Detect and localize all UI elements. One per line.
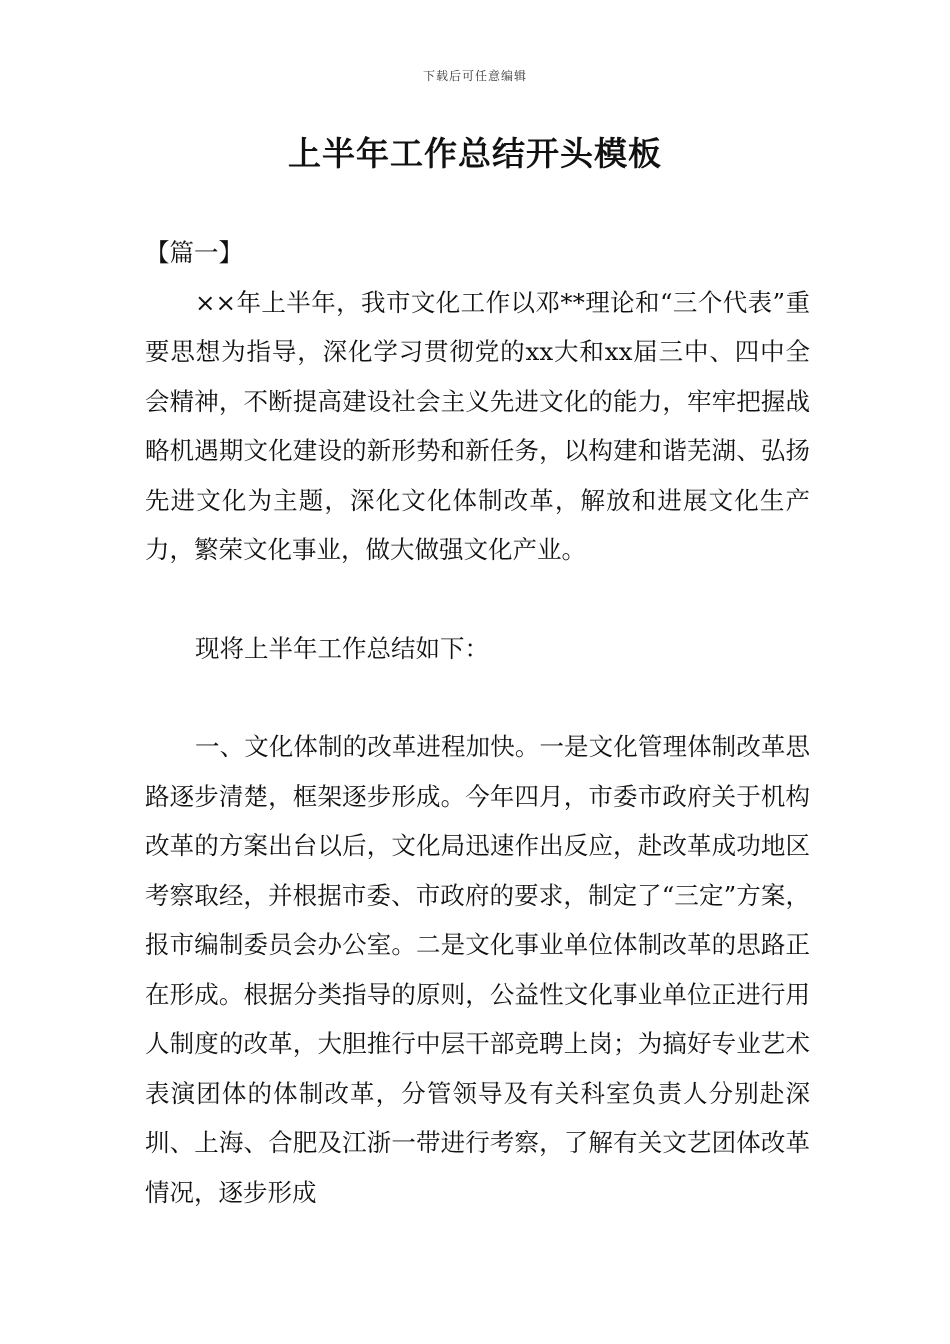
document-body xyxy=(145,228,810,1217)
paragraph-summary-lead: 现将上半年工作总结如下： xyxy=(195,633,489,663)
section-label: 【篇一】 xyxy=(145,238,243,267)
paragraph-reform: 一、文化体制的改革进程加快。一是文化管理体制改革思路逐步清楚，框架逐步形成。今年四月，市委市政府关于机构改革的方案出台以后，文化局迅速作出反应，赴改革成功地区考察取经，并根据市委、市政府的要求，制定了“三定”方案，报市编制委员会办公室。二是文化事业单位体制改革的思路正在形成。根据分类指导的原则，公益性文化事业单位正进行用人制度的改革，大胆推行中层干部竞聘上岗；为搞好专业艺术表演团体的体制改革，分管领导及有关科室负责人分别赴深圳、上海、合肥及江浙一带进行考察，了解有关文艺团体改革情况，逐步形成 xyxy=(145,732,810,1207)
paragraph-intro: ××年上半年，我市文化工作以邓**理论和“三个代表”重要思想为指导，深化学习贯彻党的xx大和xx届三中、四中全会精神，不断提高建设社会主义先进文化的能力，牢牢把握战略机遇期文化建设的新形势和新任务，以构建和谐芜湖、弘扬先进文化为主题，深化文化体制改革，解放和进展文化生产力，繁荣文化事业，做大做强文化产业。 xyxy=(145,287,810,564)
header-note: 下载后可任意编辑 xyxy=(422,69,527,83)
document-title: 上半年工作总结开头模板 xyxy=(288,134,662,173)
